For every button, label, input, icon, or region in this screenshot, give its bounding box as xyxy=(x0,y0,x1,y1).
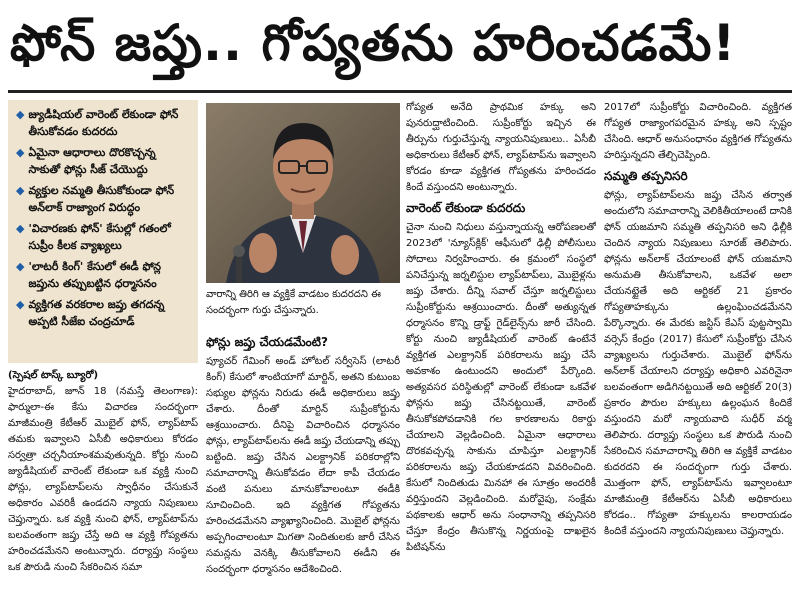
bullet-icon: ◆ xyxy=(16,260,25,273)
bullet-icon: ◆ xyxy=(16,146,25,159)
column-2 xyxy=(206,330,400,612)
highlights-box xyxy=(8,100,198,363)
column-3-text: చైనా నుంచి నిధులు వస్తున్నాయన్న ఆరోపణలతో 2023లో 'న్యూస్‌క్లిక్' ఆఫీసులో ఢిల్లీ పోలీసులు సోదాలు నిర్వహించారు. ఈ క్రమంలో సంస్థలో పనిచేస్తున్న జర్నలిస్టుల ల్యాప్‌టాప్‌లు, మొబైళ్లను జప్తు చేశారు. దీన్ని సవాల్ చేస్తూ జర్నలిస్టులు సుప్రీంకోర్టును ఆశ్రయించారు. దీంతో అత్యున్నత ధర్మాసనం కొన్ని డ్రాఫ్ట్ గైడ్‌లైన్స్‌ను జారీ చేసింది. కోర్టు నుంచి జ్యుడీషియల్ వారెంట్ ఉంటేనే వ్యక్తిగత ఎలక్ట్రానిక్ పరికరాలను జప్తు చేసే అవకాశం ఉంటుందని అందులో పేర్కొంది. అత్యవసర పరిస్థితుల్లో వారెంట్ లేకుండా ఒకవేళ ఫోన్లను జప్తు చేసినట్టయితే, వారెంట్ తీసుకోకపోవడానికి గల కారణాలను రికార్డు చేయాలని వెల్లడించింది. ఏమైనా ఆధారాలు దొరకవచ్చన్న సాకును చూపిస్తూ ఎలక్ట్రానిక్ పరికరాలను జప్తు చేయకూడదని వివరించింది. కేసులో నిందితుడు మినహా ఈ సూత్రం అందరికీ వర్తిస్తుందని వెల్లడించింది. మరోవైపు, సంక్షేమ పథకాలకు ఆధార్ అను సంధానాన్ని తప్పనిసరి చేస్తూ కేంద్రం తీసుకొన్న నిర్ణయంపై దాఖలైన పిటిషన్‌ను xyxy=(406,222,596,553)
subheading-warrant: వారెంట్ లేకుండా కుదరదు xyxy=(406,201,526,215)
highlight-text: వ్యక్తిగత వరకరాల జప్తు తగదన్న అప్పటి సీజేఐ చంద్రచూడ్ xyxy=(28,298,165,328)
headline-divider xyxy=(8,90,792,93)
column-4-text: ఫోన్లు, ల్యాప్‌టాప్‌లను జప్తు చేసిన తర్వాత అందులోని సమాచారాన్ని వెలికితీయాలంటే దానికి ఫోన్ యజమాని సమ్మతి తప్పనిసరి అని ఢిల్లీకి చెందిన న్యాయ నిపుణులు సూరజ్ తెలిపారు. ఫోన్లను అన్‌లాక్ చేయాలంటే ఫోన్ యజమాని అనుమతి తీసుకోవాలని, ఒకవేళ అలా చేయనట్టైతే అది ఆర్టికల్ 21 ప్రకారం గోప్యతాహక్కును ఉల్లంఘించడమేనని పేర్కొన్నారు. ఈ మేరకు జస్టిస్ కేఎస్ పుట్టస్వామి వర్సెస్ కేంద్రం (2017) కేసులో సుప్రీంకోర్టు చేసిన వ్యాఖ్యలను గుర్తుచేశారు. మొబైల్ ఫోన్‌ను అన్‌లాక్ చేయాలని దర్యాప్తు అధికారి ఎవరినైనా బలవంతంగా అడిగినట్టయితే అది ఆర్టికల్ 20(3) ప్రకారం పౌరుల హక్కులు ఉల్లంఘన కిందికే వస్తుందని మరో న్యాయవాది సుధీర్ వర్మ తెలిపారు. దర్యాప్తు సంస్థలు ఒక పౌరుడి నుంచి సేకరించిన సమాచారాన్ని తిరిగి ఆ వ్యక్తికే వాడటం కుదరదని ఈ సందర్భంగా గుర్తు చేశారు. మొత్తంగా ఫోన్, ల్యాప్‌టాప్‌ను ఇవ్వాలంటూ మాజీమంత్రి కేటీఆర్‌ను ఏసీబీ అధికారులు కోరడం.. గోప్యతా హక్కులను కాలరాయడం కిందికే వస్తుందని న్యాయనిపుణులు చెప్తున్నారు. xyxy=(604,190,792,537)
subheading-seizure: ఫోన్లు జప్తు చేయడమేంటి? xyxy=(206,335,328,349)
highlight-text: ఏమైనా ఆధారాలు దొరకొచ్చన్న సాకుతో ఫోన్లు సీజ్ చేయొద్దు xyxy=(28,146,156,176)
bullet-icon: ◆ xyxy=(16,222,25,235)
portrait-illustration xyxy=(206,103,400,283)
column-2-text: ప్యూచర్ గేమింగ్ అండ్ హోటల్ సర్వీసెస్ (లాటరీ కింగ్) కేసులో శాంటియాగో మార్టిన్, అతని కుటుంబ సభ్యుల ఫోన్లను నిరుడు ఈడీ అధికారులు జప్తు చేశారు. దీంతో మార్టిన్ సుప్రీంకోర్టును ఆశ్రయించారు. దీనిపై విచారించిన ధర్మాసనం ఫోన్లు, ల్యాప్‌టాప్‌లను ఈడీ జప్తు చేయడాన్ని తప్పు బట్టింది. జప్తు చేసిన ఎలక్ట్రానిక్ పరికరాల్లోని సమాచారాన్ని తీసుకోవడం లేదా కాపీ చేయడం వంటి పనులు మానుకోవాలంటూ ఈడీకి సూచించింది. ఇది వ్యక్తిగత గోప్యతను హరించడమేనని వ్యాఖ్యానించింది. మొబైల్ ఫోన్లను అప్పగించాలంటూ మిగతా నిందితులకు జారీ చేసిన సమన్లను వెనక్కి తీసుకోవాలని ఈడీని ఈ సందర్భంగా ధర్మాసనం ఆదేశించింది. xyxy=(206,356,400,575)
column-3-intro: గోప్యత అనేది ప్రాథమిక హక్కు అని పునరుద్ఘాటించింది. సుప్రీంకోర్టు ఇచ్చిన ఈ తీర్పును గుర్తుచేస్తున్న న్యాయనిపుణులు.. ఏసీబీ అధికారులు కేటీఆర్ ఫోన్, ల్యాప్‌టాప్‌ను ఇవ్వాలని కోరడం కూడా వ్యక్తిగత గోప్యతను హరించడం కిందే వస్తుందని అంటున్నారు. xyxy=(406,102,596,193)
highlight-item xyxy=(16,106,190,140)
column-4 xyxy=(604,100,792,612)
bullet-icon: ◆ xyxy=(16,298,25,311)
highlight-text: 'లాటరీ కింగ్' కేసులో ఈడీ ఫోన్ల జప్తును తప్పుబట్టిన ధర్మాసనం xyxy=(28,260,162,290)
highlight-item xyxy=(16,258,190,292)
subheading-consent: సమ్మతి తప్పనిసరి xyxy=(604,169,688,183)
highlight-item xyxy=(16,220,190,254)
highlight-item xyxy=(16,144,190,178)
photo-caption: వారాన్ని తిరిగి ఆ వ్యక్తికే వాడటం కుదరదని ఈ సందర్భంగా గుర్తు చేస్తున్నారు. xyxy=(206,289,381,316)
highlight-item xyxy=(16,296,190,330)
highlight-text: జ్యుడీషియల్ వారెంట్ లేకుండా ఫోన్ తీసుకోవడం కుదరదు xyxy=(28,108,179,138)
bullet-icon: ◆ xyxy=(16,184,25,197)
highlight-item xyxy=(16,182,190,216)
column-1-text: ఫార్ములా-ఈ కేసు విచారణ సందర్భంగా మాజీమంత్రి కేటీఆర్ మొబైల్ ఫోన్, ల్యాప్‌టాప్ తమకు ఇవ్వాలని ఏసీబీ అధికారులు కోరడం సర్వత్రా చర్చనీయాంశమవుతున్నది. కోర్టు నుంచి జ్యుడీషియల్ వారెంట్ లేకుండా ఒక వ్యక్తి నుంచి ఫోన్లు, ల్యాప్‌టాప్‌లను స్వాధీనం చేసుకునే అధికారం ఎవరికీ ఉండదని న్యాయ నిపుణులు చెప్తున్నారు. ఒక వ్యక్తి నుంచి ఫోన్, ల్యాప్‌టాప్‌ను బలవంతంగా జప్తు చేస్తే అది ఆ వ్యక్తి గోప్యతను హరించడమేనని అంటున్నారు. దర్యాప్తు సంస్థలు ఒక పౌరుడి నుంచి సేకరించిన సమా xyxy=(8,402,198,573)
bullet-icon: ◆ xyxy=(16,108,25,121)
column-4-intro: 2017లో సుప్రీంకోర్టు విచారించింది. వ్యక్తిగత గోప్యత రాజ్యాంగపరమైన హక్కు అని స్పష్టం చేసింది. ఆధార్ అనుసంధానం వ్యక్తిగత గోప్యతను హరిస్తున్నదని తేల్చిచెప్పింది. xyxy=(604,102,792,161)
column-3 xyxy=(406,100,596,612)
byline: (స్పెషల్ టాస్క్ బ్యూరో) xyxy=(8,370,99,381)
highlight-text: 'విచారణకు ఫోన్' కేసుల్లో గతంలో సుప్రీం కీలక వ్యాఖ్యలు xyxy=(28,222,171,252)
dateline: హైదరాబాద్, జూన్ 18 (నమస్తే తెలంగాణ): xyxy=(8,386,198,397)
headline: ఫోన్ జప్తు.. గోప్యతను హరించడమే! xyxy=(10,14,737,72)
highlight-text: వ్యక్తుల నమ్మతి తీసుకోకుండా ఫోన్ అన్‌లాక్ రాజ్యాంగ విరుద్ధం xyxy=(28,184,175,214)
column-1 xyxy=(8,368,198,612)
news-photo xyxy=(206,103,400,283)
